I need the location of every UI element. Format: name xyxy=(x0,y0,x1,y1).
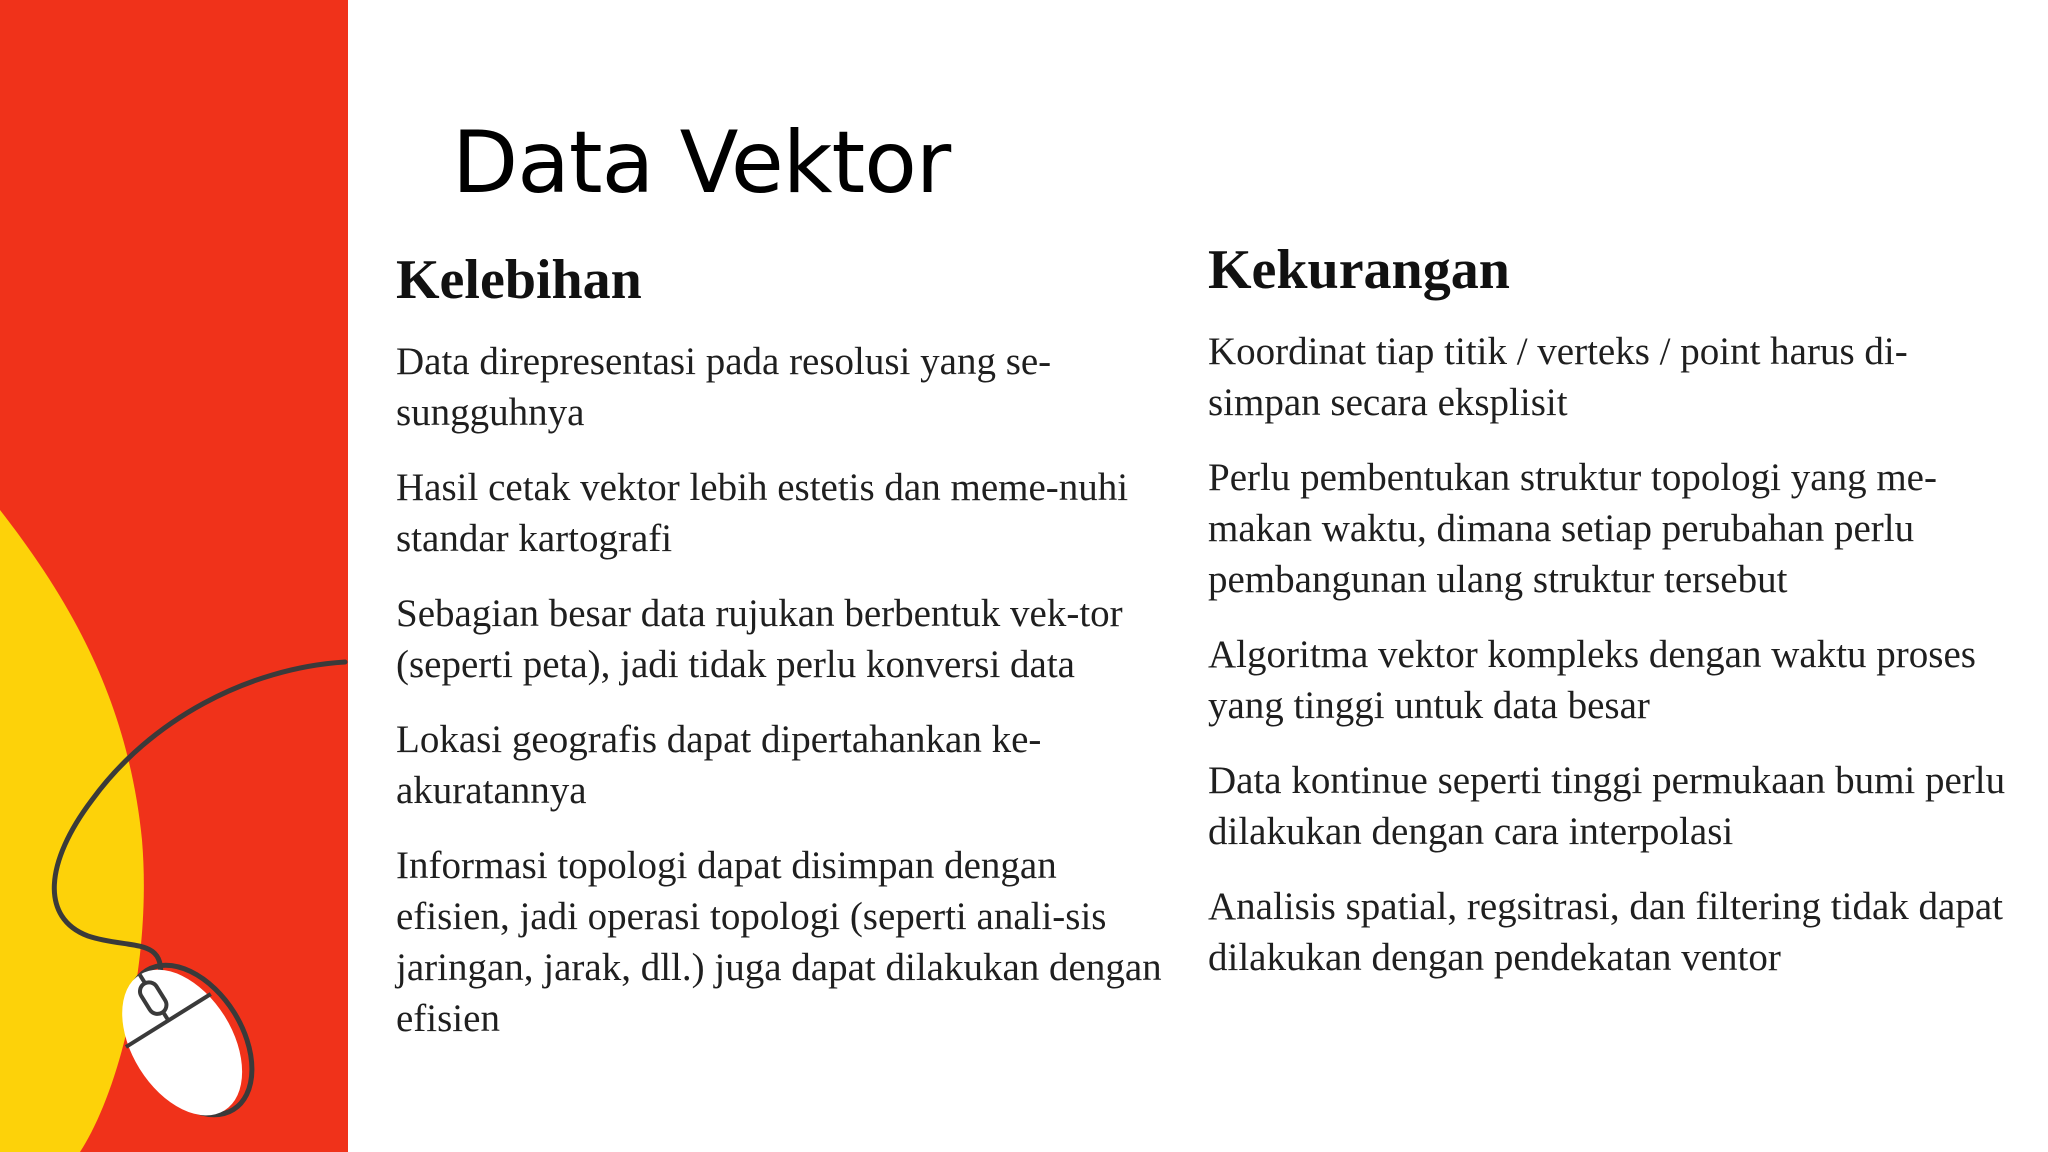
disadvantage-item: Koordinat tiap titik / verteks / point harus di-simpan secara eksplisit xyxy=(1208,330,1908,424)
slide-title: Data Vektor xyxy=(452,113,951,213)
advantage-item: Data direpresentasi pada resolusi yang se-sungguhnya xyxy=(396,340,1052,434)
disadvantages-column xyxy=(1208,238,2008,1007)
advantages-heading: Kelebihan xyxy=(396,249,642,311)
disadvantage-item: Data kontinue seperti tinggi permukaan bumi perlu dilakukan dengan cara interpolasi xyxy=(1208,759,2006,853)
advantage-item: Lokasi geografis dapat dipertahankan ke-akuratannya xyxy=(396,718,1042,812)
disadvantage-item: Analisis spatial, regsitrasi, dan filtering tidak dapat dilakukan dengan pendekatan ventor xyxy=(1208,885,2003,979)
advantage-item: Sebagian besar data rujukan berbentuk vek-tor (seperti peta), jadi tidak perlu konversi data xyxy=(396,592,1123,686)
advantages-list xyxy=(396,336,1166,1044)
disadvantage-item: Algoritma vektor kompleks dengan waktu proses yang tinggi untuk data besar xyxy=(1208,633,1976,727)
decorative-side-panel xyxy=(0,0,348,1152)
advantage-item: Informasi topologi dapat disimpan dengan efisien, jadi operasi topologi (seperti anali-sis jaringan, jarak, dll.) juga dapat dilakukan dengan efisien xyxy=(396,844,1162,1040)
disadvantages-list xyxy=(1208,326,2008,983)
disadvantages-heading: Kekurangan xyxy=(1208,239,1510,301)
side-panel-art xyxy=(0,0,348,1152)
advantages-column xyxy=(396,248,1166,1068)
disadvantage-item: Perlu pembentukan struktur topologi yang me-makan waktu, dimana setiap perubahan perlu pembangunan ulang struktur tersebut xyxy=(1208,456,1937,601)
advantage-item: Hasil cetak vektor lebih estetis dan meme-nuhi standar kartografi xyxy=(396,466,1129,560)
